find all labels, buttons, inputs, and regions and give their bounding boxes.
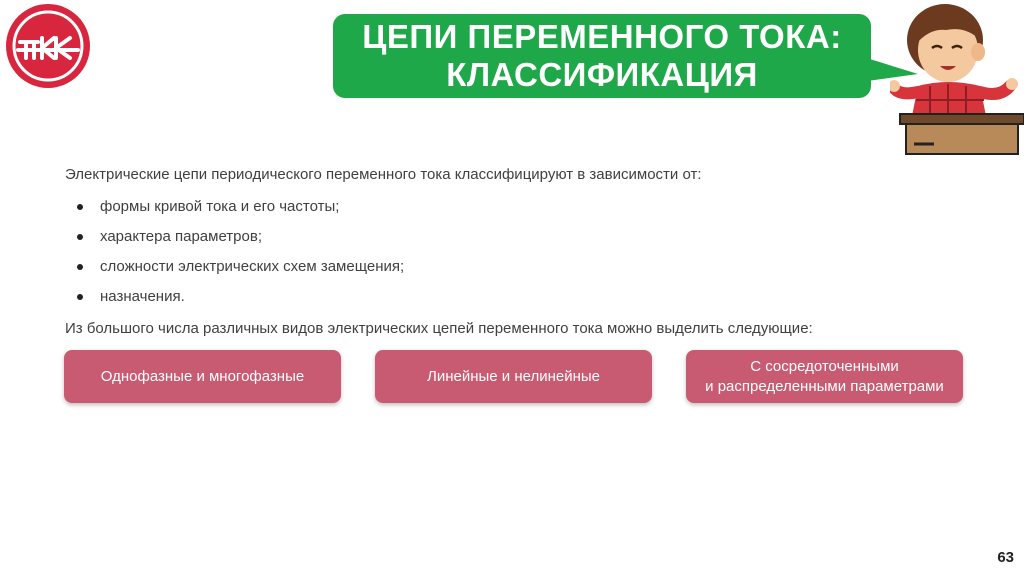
category-label: Линейные и нелинейные xyxy=(426,367,601,385)
list-item xyxy=(65,197,965,227)
bullet-icon xyxy=(77,204,83,210)
category-label-line-1: С сосредоточенными xyxy=(750,357,899,375)
intro-text: Электрические цепи периодического переменного тока классифицируют в зависимости от: xyxy=(65,166,702,183)
list-item-text: характера параметров; xyxy=(100,228,262,245)
category-box-phases xyxy=(64,350,341,403)
category-label: Однофазные и многофазные xyxy=(100,367,305,385)
page-number: 63 xyxy=(997,549,1014,566)
list-item xyxy=(65,227,965,257)
category-box-parameters xyxy=(686,350,963,403)
list-item xyxy=(65,257,965,287)
title-line-2: КЛАССИФИКАЦИЯ xyxy=(446,56,758,93)
bullet-icon xyxy=(77,264,83,270)
list-item xyxy=(65,287,965,317)
list-item-text: формы кривой тока и его частоты; xyxy=(100,198,340,215)
bullet-list xyxy=(65,197,965,317)
outro-text: Из большого числа различных видов электрических цепей переменного тока можно выделить следующие: xyxy=(65,320,813,337)
bullet-icon xyxy=(77,294,83,300)
content-section xyxy=(65,165,965,339)
list-item-text: сложности электрических схем замещения; xyxy=(100,258,405,275)
bullet-icon xyxy=(77,234,83,240)
title-line-1: ЦЕПИ ПЕРЕМЕННОГО ТОКА: xyxy=(362,18,842,55)
page-title xyxy=(333,14,871,98)
teacher-character-illustration xyxy=(890,0,1024,160)
college-logo xyxy=(4,2,92,90)
category-label-line-2: и распределенными параметрами xyxy=(705,377,944,395)
list-item-text: назначения. xyxy=(100,288,185,305)
category-box-linearity xyxy=(375,350,652,403)
